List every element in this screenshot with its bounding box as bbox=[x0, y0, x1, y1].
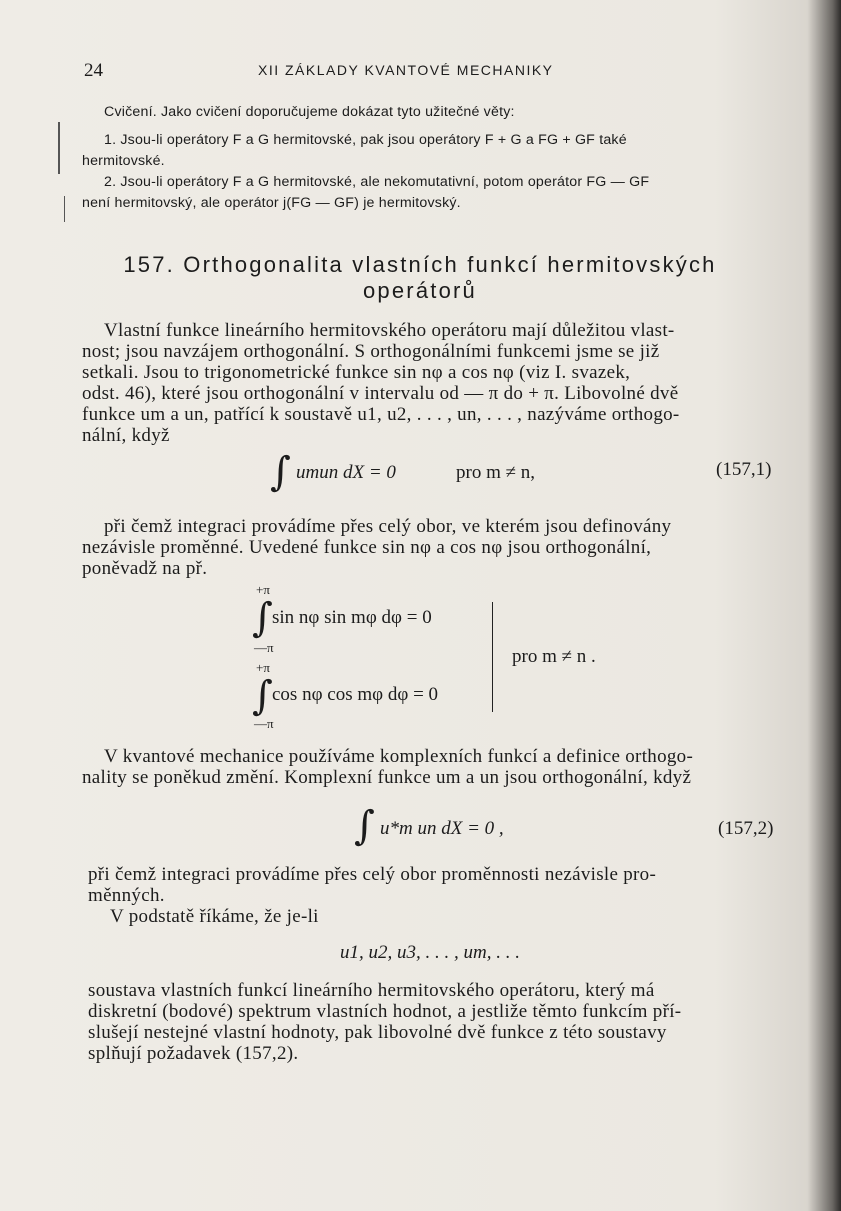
function-sequence: u1, u2, u3, . . . , um, . . . bbox=[340, 942, 520, 963]
para-line: měnných. bbox=[88, 885, 165, 906]
trig-integral-1: sin nφ sin mφ dφ = 0 bbox=[272, 607, 432, 628]
para-line: V podstatě říkáme, že je-li bbox=[110, 906, 319, 927]
paragraph-5 bbox=[88, 980, 782, 1064]
para-line: diskretní (bodové) spektrum vlastních hodnot, a jestliže těmto funkcím pří- bbox=[88, 1001, 682, 1022]
equation-1-label: (157,1) bbox=[716, 459, 772, 480]
para-line: nezávisle proměnné. Uvedené funkce sin nφ a cos nφ jsou orthogonální, bbox=[82, 537, 652, 558]
section-title-line-1: 157. Orthogonalita vlastních funkcí hermitovských bbox=[123, 252, 717, 277]
para-line: soustava vlastních funkcí lineárního hermitovského operátoru, který má bbox=[88, 980, 655, 1001]
para-line: nost; jsou navzájem orthogonální. S orthogonálními funkcemi jsme se již bbox=[82, 341, 660, 362]
para-line: při čemž integraci provádíme přes celý obor, ve kterém jsou definovány bbox=[104, 516, 672, 537]
trig-condition: pro m ≠ n . bbox=[512, 646, 596, 667]
upper-limit: +π bbox=[256, 660, 270, 675]
page-number: 24 bbox=[84, 60, 103, 81]
brace bbox=[484, 602, 493, 712]
para-line: slušejí nestejné vlastní hodnoty, pak libovolné dvě funkce z této soustavy bbox=[88, 1022, 667, 1043]
running-head: XII ZÁKLADY KVANTOVÉ MECHANIKY bbox=[258, 62, 554, 78]
para-line: V kvantové mechanice používáme komplexních funkcí a definice orthogo- bbox=[104, 746, 694, 767]
para-line: Vlastní funkce lineárního hermitovského operátoru mají důležitou vlast- bbox=[104, 320, 675, 341]
para-line: nální, když bbox=[82, 425, 170, 446]
exercise-2-line-1: 2. Jsou-li operátory F a G hermitovské, ale nekomutativní, potom operátor FG — GF bbox=[104, 174, 650, 190]
para-line: poněvadž na př. bbox=[82, 558, 208, 579]
upper-limit: +π bbox=[256, 582, 270, 597]
section-title bbox=[60, 252, 780, 304]
exercise-2-line-2: není hermitovský, ale operátor j(FG — GF) je hermitovský. bbox=[82, 195, 461, 211]
para-line: nality se poněkud změní. Komplexní funkce um a un jsou orthogonální, když bbox=[82, 767, 692, 788]
para-line: splňují požadavek (157,2). bbox=[88, 1043, 299, 1064]
para-line: odst. 46), které jsou orthogonální v intervalu od — π do + π. Libovolné dvě bbox=[82, 383, 679, 404]
section-title-line-2: operátorů bbox=[363, 278, 477, 303]
para-line: setkali. Jsou to trigonometrické funkce sin nφ a cos nφ (viz I. svazek, bbox=[82, 362, 631, 383]
integral-sign: ∫ bbox=[354, 803, 375, 849]
exercise-1-line-1: 1. Jsou-li operátory F a G hermitovské, pak jsou operátory F + G a FG + GF také bbox=[104, 132, 627, 148]
equation-2-integrand: u*m un dX = 0 , bbox=[380, 818, 504, 839]
equation-2-label: (157,2) bbox=[718, 818, 774, 839]
paragraph-4 bbox=[88, 864, 784, 927]
lower-limit: —π bbox=[254, 716, 274, 731]
margin-mark bbox=[64, 196, 65, 222]
trig-integral-2: cos nφ cos mφ dφ = 0 bbox=[272, 684, 439, 705]
paragraph-1 bbox=[82, 320, 782, 446]
paragraph-3 bbox=[82, 746, 784, 788]
paragraph-2 bbox=[82, 516, 782, 579]
integral-sign: ∫ bbox=[270, 449, 291, 495]
lower-limit: —π bbox=[254, 640, 274, 655]
equation-1-condition: pro m ≠ n, bbox=[456, 462, 536, 483]
exercise-1-line-2: hermitovské. bbox=[82, 153, 165, 169]
exercise-1 bbox=[104, 130, 784, 151]
integral-sign: ∫ bbox=[252, 595, 273, 641]
margin-mark bbox=[58, 122, 60, 174]
integral-sign: ∫ bbox=[252, 673, 273, 719]
para-line: při čemž integraci provádíme přes celý obor proměnnosti nezávisle pro- bbox=[88, 864, 657, 885]
equation-1-integrand: umun dX = 0 bbox=[296, 462, 396, 483]
exercises-intro: Cvičení. Jako cvičení doporučujeme dokázat tyto užitečné věty: bbox=[104, 104, 515, 120]
para-line: funkce um a un, patřící k soustavě u1, u2, . . . , un, . . . , nazýváme orthogo- bbox=[82, 404, 680, 425]
